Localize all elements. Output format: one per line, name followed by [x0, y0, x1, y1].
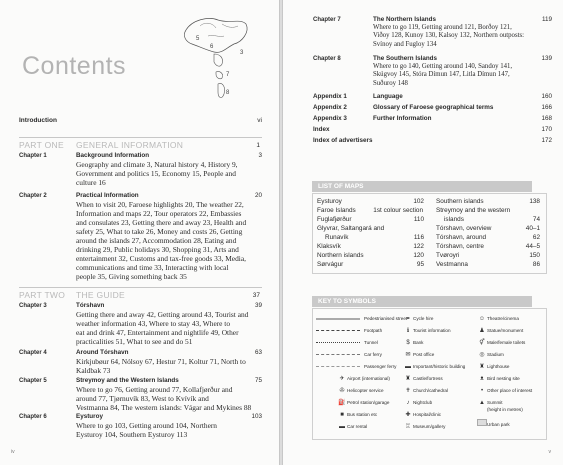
symbol-entry [477, 339, 525, 347]
topic-line: entertainment 32, Customs and tax-free goods 33, Media, [76, 254, 246, 263]
appendix-1-entry[interactable] [313, 93, 552, 100]
map-entry[interactable] [436, 234, 540, 241]
map-page: 1st colour section [373, 207, 423, 214]
topic-line: Skúgvoy 145, Stóra Dímun 147, Litla Dímun 147, [373, 71, 510, 79]
symbol-label: Summit [487, 400, 503, 405]
topic-line: Eysturoy 104, Southern Eysturoy 113 [76, 430, 188, 439]
topic-line: Government and politics 15, Economy 15, People and [76, 169, 236, 178]
symbol-label: Footpath [364, 328, 383, 333]
helicopter-icon: ✇ [339, 388, 345, 394]
map-entry[interactable] [317, 216, 424, 223]
symbol-entry [403, 315, 433, 323]
topic-line: Suðuroy 148 [373, 79, 408, 87]
map-name: Southern islands [436, 198, 484, 205]
symbol-label: Petrol station/garage [347, 400, 390, 405]
chapter-topics [76, 357, 255, 375]
map-name: Tórshavn, overview [436, 225, 492, 232]
map-page: 86 [532, 261, 540, 268]
index-label: Index [313, 126, 330, 133]
map-name: Streymoy and the western [436, 207, 511, 214]
appendix-label: Appendix 3 [313, 115, 347, 122]
topic-line: safety 25, What to take 26, Money and costs 26, Getting [76, 227, 243, 236]
symbol-label: Other place of interest [487, 388, 533, 393]
symbol-label: Cycle hire [413, 316, 434, 321]
chapter-1-entry[interactable] [19, 152, 262, 188]
map-entry[interactable] [325, 234, 424, 241]
map-label-7: 7 [226, 72, 230, 78]
topic-line: weather information 43, Where to stay 43, Where to [76, 319, 231, 328]
symbol-label: Church/cathedral [413, 388, 448, 393]
chapter-heading: Tórshavn [76, 302, 105, 309]
chapter-label: Chapter 5 [19, 378, 47, 384]
topic-line: drinking 29, Public holidays 30, Shopping 31, Arts and [76, 245, 239, 254]
symbol-entry [403, 375, 443, 383]
symbol-label: Bank [413, 340, 424, 345]
map-name: Faroe Islands [317, 207, 356, 214]
map-entry[interactable] [317, 198, 424, 205]
symbol-label: Car ferry [364, 352, 382, 357]
symbol-entry [477, 387, 532, 395]
chapter-8-entry[interactable] [313, 55, 552, 91]
symbol-label: Bird nesting site [487, 376, 520, 381]
chapter-label: Chapter 3 [19, 303, 47, 309]
map-page: 138 [529, 198, 540, 205]
left-page [0, 0, 279, 465]
car-icon: ▬ [339, 424, 345, 430]
appendix-title: Language [373, 93, 403, 100]
chapter-heading: The Southern Islands [373, 55, 438, 62]
symbol-label: Pedestrianised street [364, 316, 408, 321]
map-name: Fuglafjørður [317, 216, 352, 223]
map-page: 44–5 [525, 243, 540, 250]
map-entry[interactable] [317, 225, 424, 232]
appendix-3-entry[interactable] [313, 115, 552, 122]
map-page: 110 [413, 216, 424, 223]
topic-line: around 77, Tjørnuvík 83, West to Kvívík and [76, 394, 209, 403]
passenger-ferry-line-icon [316, 366, 360, 367]
symbol-entry [337, 411, 377, 419]
place-of-interest-icon: • [480, 388, 484, 394]
topic-line: Vestmanna 84, The western islands: Vágar and Mykines 88 [76, 403, 252, 412]
part-one-title: GENERAL INFORMATION [76, 140, 184, 150]
chapter-topics [373, 63, 553, 88]
topic-line: Geography and climate 3, Natural history 4, History 9, [76, 160, 238, 169]
appendix-page: 166 [541, 104, 552, 111]
map-entry[interactable] [317, 252, 424, 259]
map-page: 102 [413, 198, 424, 205]
map-entry[interactable] [436, 252, 540, 259]
key-to-symbols-box [312, 308, 547, 440]
topic-line: practicalities 51, What to see and do 51 [76, 337, 193, 346]
topic-line: communications and time 33, Interacting with local [76, 263, 229, 272]
bird-icon: ᴥ [480, 376, 484, 382]
tunnel-line-icon [316, 342, 360, 343]
divider [19, 137, 262, 138]
topic-line: Where to go 119, Getting around 121, Borðoy 121, [373, 24, 512, 31]
chapter-7-entry[interactable] [313, 16, 552, 52]
building-icon: ▬ [405, 364, 411, 370]
chapter-5-entry[interactable] [19, 377, 262, 413]
part-two-label: PART TWO [19, 290, 66, 300]
symbol-entry [477, 315, 519, 323]
symbol-label: Lighthouse [487, 364, 510, 369]
introduction-label: Introduction [19, 117, 57, 124]
map-entry[interactable] [436, 225, 540, 232]
map-name: Vestmanna [436, 261, 468, 268]
chapter-topics [76, 310, 255, 346]
chapter-label: Chapter 7 [313, 17, 341, 23]
chapter-heading: Background Information [76, 152, 150, 159]
chapter-heading: Practical Information [76, 192, 139, 199]
hospital-icon: ✚ [405, 412, 411, 418]
index-page: 170 [541, 126, 552, 133]
appendix-page: 168 [541, 115, 552, 122]
appendix-title: Further Information [373, 115, 432, 122]
topic-line: When to visit 20, Faroese highlights 20, The weather 22, [76, 200, 244, 209]
map-page: 40–1 [525, 225, 540, 232]
museum-icon: ♖ [405, 424, 411, 430]
symbol-label: Bus station etc [347, 412, 378, 417]
topic-line: Where to go 140, Getting around 140, Sandoy 141, [373, 63, 513, 70]
map-label-8: 8 [226, 90, 230, 96]
nightclub-icon: ♪ [406, 400, 410, 406]
symbol-label: Male/female toilets [487, 340, 526, 345]
topic-line: Information and maps 22, Tour operators 22, Embassies [76, 209, 242, 218]
symbol-label: Passenger ferry [364, 364, 397, 369]
symbol-label: Stadium [487, 352, 504, 357]
symbol-entry [403, 387, 448, 395]
map-entry[interactable] [436, 243, 540, 250]
symbol-label: Urban park [487, 422, 510, 427]
contents-title: Contents [22, 52, 127, 80]
statue-icon: ♟ [479, 328, 485, 334]
map-name: Glyvrar, Saltangará and [317, 225, 385, 232]
symbol-label: Car rental [347, 424, 368, 429]
bicycle-icon: ⚭ [405, 316, 411, 322]
chapter-heading: The Northern Islands [373, 16, 436, 23]
index-advertisers-page: 172 [541, 137, 552, 144]
castle-icon: ♜ [405, 376, 411, 382]
bank-icon: $ [406, 340, 410, 346]
map-name: Tvøroyri [436, 252, 460, 259]
symbol-label: Post office [413, 352, 435, 357]
envelope-icon: ✉ [405, 352, 411, 358]
symbol-entry [403, 411, 441, 419]
chapter-label: Chapter 8 [313, 56, 341, 62]
chapter-4-entry[interactable] [19, 349, 262, 377]
chapter-page: 119 [541, 16, 552, 23]
chapter-page: 139 [541, 55, 552, 62]
map-entry[interactable] [317, 261, 424, 268]
symbol-label: Helicopter service [347, 388, 384, 393]
part-one-page: 1 [256, 142, 260, 149]
topic-line: Kaldbak 73 [76, 366, 111, 375]
symbol-entry [316, 351, 382, 359]
symbol-entry [403, 399, 432, 407]
chapter-topics [76, 160, 255, 187]
symbol-label: Tunnel [364, 340, 378, 345]
chapter-label: Chapter 1 [19, 153, 47, 159]
map-page: 120 [413, 252, 424, 259]
map-entry[interactable] [436, 207, 540, 214]
part-two-title: THE GUIDE [76, 290, 125, 300]
appendix-label: Appendix 2 [313, 104, 347, 111]
list-of-maps-box [312, 193, 547, 274]
fuel-pump-icon: ⛽ [338, 400, 346, 406]
map-page: 150 [529, 252, 540, 259]
map-label-6: 6 [210, 44, 214, 50]
topic-line: Getting there and away 42, Getting around 43, Tourist and [76, 310, 249, 319]
map-entry[interactable] [436, 198, 540, 205]
chapter-topics [76, 421, 255, 439]
chapter-page: 103 [251, 413, 262, 420]
chapter-page: 63 [254, 349, 262, 356]
chapter-3-entry[interactable] [19, 302, 262, 348]
left-folio: iv [11, 449, 15, 455]
map-label-5: 5 [196, 36, 200, 42]
chapter-label: Chapter 2 [19, 193, 47, 199]
symbol-entry [403, 363, 465, 371]
topic-line: eat and drink 47, Entertainment and nightlife 49, Other [76, 328, 239, 337]
pedestrian-street-line-icon [316, 318, 360, 320]
map-name: Eysturoy [317, 198, 342, 205]
topic-line: Where to go 76, Getting around 77, Kollafjørður and [76, 385, 233, 394]
map-page: 122 [413, 243, 424, 250]
key-to-symbols-banner: KEY TO SYMBOLS [312, 296, 532, 307]
topic-line: Svínoy and Fugloy 134 [373, 40, 437, 48]
info-icon: ℹ [406, 328, 410, 334]
symbol-label: Hospital/clinic [413, 412, 442, 417]
symbol-entry [337, 387, 384, 395]
symbol-entry [316, 327, 382, 335]
chapter-label: Chapter 6 [19, 414, 47, 420]
topic-line: Kirkjubøur 64, Nólsoy 67, Hestur 71, Koltur 71, North to [76, 357, 246, 366]
symbol-entry [316, 339, 378, 347]
map-name: Sørvágur [317, 261, 344, 268]
appendix-title: Glossary of Faroese geographical terms [373, 104, 494, 111]
chapter-page: 75 [254, 377, 262, 384]
topic-line: people 35, Giving something back 35 [76, 272, 187, 281]
map-page: 74 [532, 216, 540, 223]
chapter-6-entry[interactable] [19, 413, 262, 441]
chapter-page: 20 [254, 192, 262, 199]
appendix-2-entry[interactable] [313, 104, 552, 111]
symbol-label: (height in metres) [487, 407, 523, 412]
chapter-heading: Eysturoy [76, 413, 103, 420]
map-name: Tórshavn, centre [436, 243, 484, 250]
symbol-label: Theatre/cinema [487, 316, 519, 321]
topic-line: culture 16 [76, 178, 106, 187]
symbol-label: Important/historic building [413, 364, 466, 369]
symbol-entry [316, 363, 396, 371]
toilets-icon: ⚥ [479, 340, 485, 346]
chapter-topics [373, 24, 553, 49]
topic-line: and consulates 23, Getting there and away 23, Health and [76, 218, 247, 227]
chapter-heading: Around Tórshavn [76, 349, 129, 356]
chapter-topics [76, 200, 255, 281]
symbol-entry [477, 375, 520, 383]
chapter-page: 39 [254, 302, 262, 309]
chapter-label: Chapter 4 [19, 350, 47, 356]
symbol-entry [337, 375, 390, 383]
map-name: Northern islands [317, 252, 364, 259]
faroe-islands-map [178, 14, 250, 106]
topic-line: Where to go 103, Getting around 104, Northern [76, 421, 218, 430]
symbol-label: Nightclub [413, 400, 433, 405]
topic-line: Viðoy 128, Kunoy 130, Kalsoy 132, Northern outposts: [373, 32, 525, 40]
symbol-entry [477, 351, 504, 359]
part-two-page: 37 [252, 292, 260, 299]
symbol-label: Tourist information [413, 328, 451, 333]
appendix-page: 160 [541, 93, 552, 100]
lighthouse-icon: ♜ [479, 364, 485, 370]
topic-line: around the islands 27, Accommodation 28, Eating and [76, 236, 237, 245]
symbol-entry [477, 363, 509, 371]
map-name: Klaksvík [317, 243, 341, 250]
symbol-entry [477, 419, 510, 427]
symbol-label: Statue/monument [487, 328, 524, 333]
map-name: Tórshavn, around [436, 234, 487, 241]
chapter-heading: Streymoy and the Western Islands [76, 377, 179, 384]
map-page: 62 [532, 234, 540, 241]
footpath-line-icon [316, 330, 360, 331]
map-name: islands [444, 216, 464, 223]
chapter-page: 3 [258, 152, 262, 159]
right-page [283, 0, 563, 465]
symbol-entry [403, 351, 434, 359]
map-page: 95 [416, 261, 424, 268]
chapter-2-entry[interactable] [19, 192, 262, 282]
map-entry[interactable] [317, 243, 424, 250]
theatre-icon: ☺ [478, 316, 486, 322]
bus-icon: ■ [340, 412, 344, 418]
stadium-icon: ◎ [479, 352, 485, 358]
map-label-3: 3 [240, 50, 244, 56]
index-of-advertisers-entry[interactable] [313, 137, 552, 144]
symbol-entry [403, 339, 423, 347]
list-of-maps-banner: LIST OF MAPS [312, 181, 532, 192]
urban-park-icon [477, 419, 487, 429]
right-folio: v [548, 449, 551, 455]
symbol-entry [337, 423, 367, 431]
symbol-entry [403, 327, 451, 335]
symbol-entry [316, 315, 407, 323]
chapter-topics [76, 385, 255, 412]
map-name: Runavík [325, 234, 349, 241]
appendix-label: Appendix 1 [313, 93, 347, 100]
part-one-label: PART ONE [19, 140, 64, 150]
map-page: 116 [413, 234, 424, 241]
car-ferry-line-icon [316, 354, 360, 355]
symbol-entry [337, 399, 389, 407]
divider [19, 287, 262, 288]
introduction-entry[interactable] [19, 117, 262, 124]
introduction-page: vi [257, 117, 262, 124]
index-advertisers-label: Index of advertisers [313, 137, 373, 144]
symbol-entry [477, 327, 523, 335]
symbol-entry-note [487, 406, 523, 414]
airplane-icon: ✈ [339, 376, 345, 382]
symbol-entry [403, 423, 445, 431]
map-entry[interactable] [436, 261, 540, 268]
map-entry[interactable] [444, 216, 540, 223]
symbol-label: Museum/gallery [413, 424, 446, 429]
church-icon: ✝ [405, 388, 411, 394]
summit-icon: ▲ [479, 400, 485, 406]
symbol-label: Airport (international) [347, 376, 390, 381]
index-entry[interactable] [313, 126, 552, 133]
symbol-label: Castle/fortress [413, 376, 443, 381]
